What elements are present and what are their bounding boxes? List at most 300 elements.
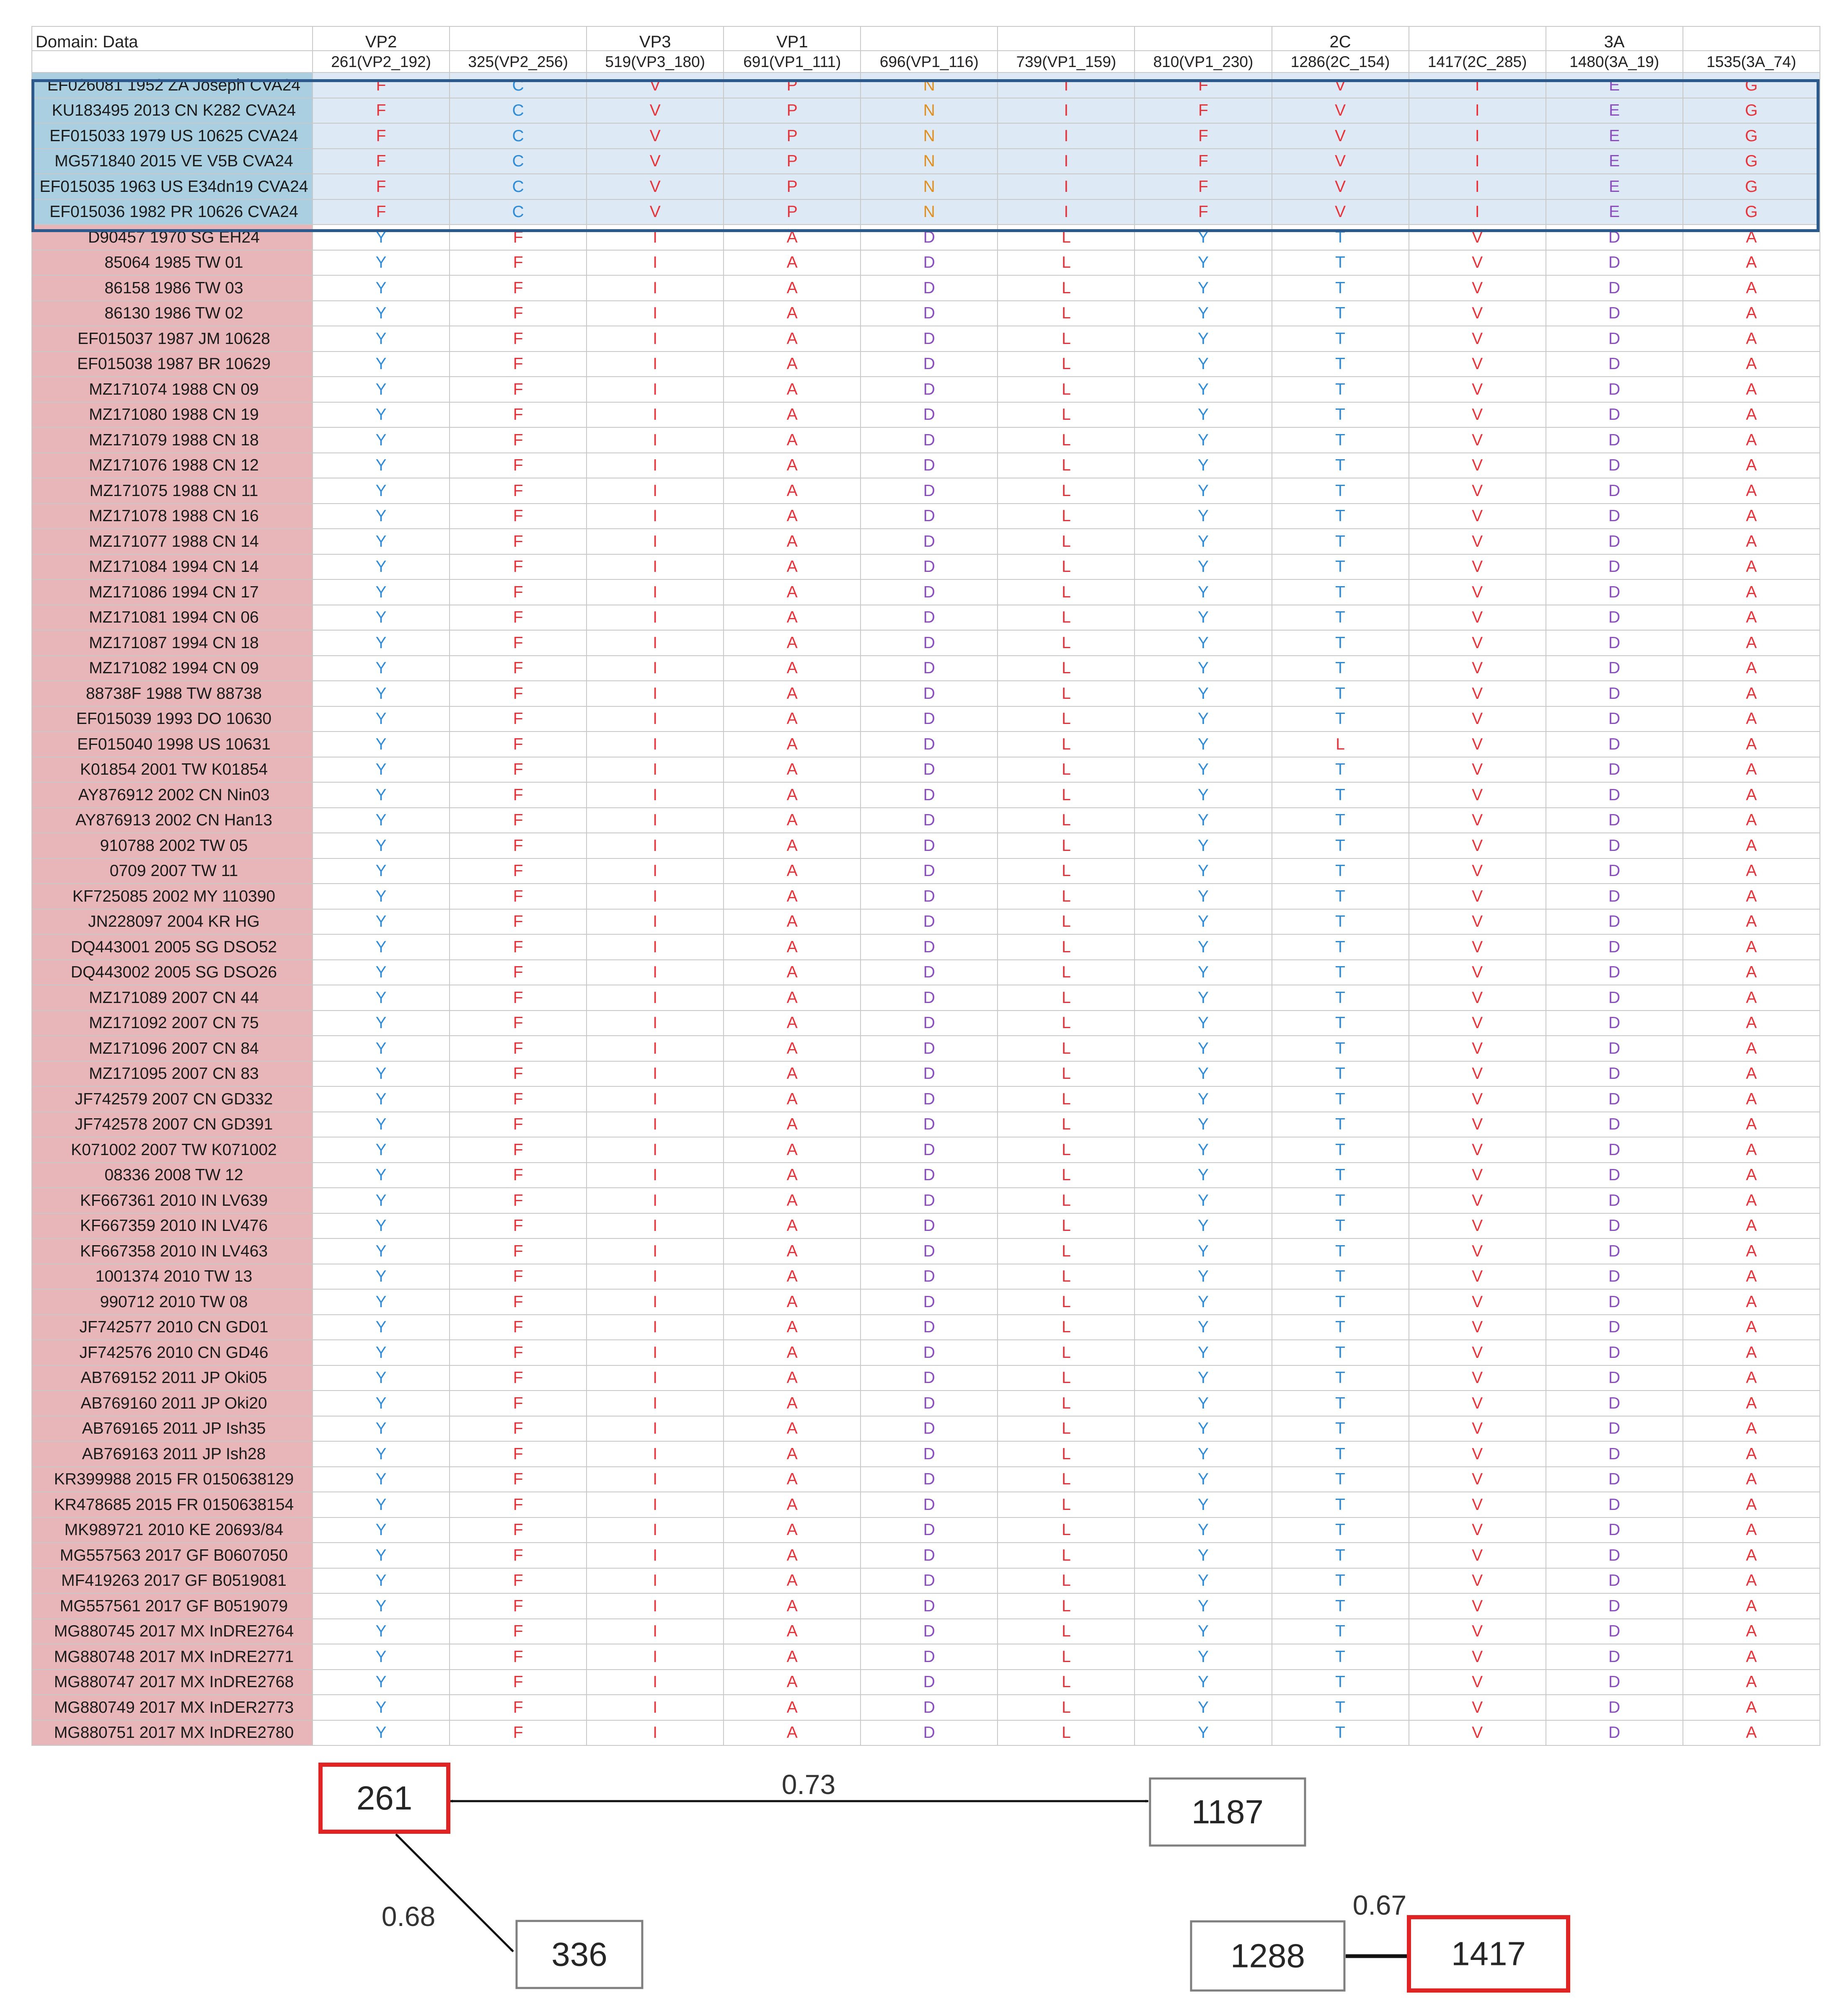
residue-cell: I <box>587 833 724 858</box>
residue-cell: I <box>587 529 724 554</box>
residue-cell: L <box>998 1289 1135 1315</box>
residue-cell: D <box>861 656 998 681</box>
residue-cell: Y <box>313 1036 450 1061</box>
sequence-name: AB769163 2011 JP Ish28 <box>32 1441 313 1467</box>
residue-cell: L <box>998 934 1135 960</box>
residue-cell: Y <box>1135 757 1272 783</box>
edge-weight-label: 0.67 <box>1352 1890 1407 1921</box>
residue-cell: D <box>861 985 998 1011</box>
residue-cell: L <box>998 504 1135 529</box>
residue-cell: L <box>998 1137 1135 1163</box>
sequence-name: MG880747 2017 MX InDRE2768 <box>32 1670 313 1695</box>
residue-cell: N <box>861 123 998 149</box>
residue-cell: Y <box>313 1289 450 1315</box>
residue-cell: Y <box>313 1467 450 1492</box>
residue-cell: L <box>998 858 1135 884</box>
residue-cell: A <box>724 1517 861 1543</box>
residue-cell: Y <box>1135 1593 1272 1619</box>
residue-cell: Y <box>1135 884 1272 909</box>
residue-cell: T <box>1272 1416 1409 1442</box>
residue-cell: D <box>861 833 998 858</box>
residue-cell: D <box>1546 985 1683 1011</box>
residue-cell: L <box>998 782 1135 808</box>
residue-cell: D <box>1546 453 1683 478</box>
residue-cell: V <box>1409 1365 1546 1391</box>
residue-cell: Y <box>1135 1086 1272 1112</box>
residue-cell: A <box>1683 1163 1820 1188</box>
residue-cell: D <box>861 934 998 960</box>
residue-cell: D <box>1546 1238 1683 1264</box>
residue-cell: I <box>587 1340 724 1365</box>
residue-cell: A <box>724 529 861 554</box>
residue-cell: I <box>587 1289 724 1315</box>
sequence-name: EF026081 1952 ZA Joseph CVA24 <box>32 72 313 98</box>
residue-cell: A <box>1683 858 1820 884</box>
residue-cell: Y <box>313 1543 450 1568</box>
residue-cell: F <box>450 630 587 656</box>
residue-cell: Y <box>313 301 450 326</box>
position-header: 325(VP2_256) <box>450 51 587 72</box>
residue-cell: P <box>724 199 861 225</box>
residue-cell: Y <box>313 1644 450 1670</box>
residue-cell: Y <box>1135 1670 1272 1695</box>
residue-cell: Y <box>1135 1568 1272 1594</box>
residue-cell: T <box>1272 782 1409 808</box>
residue-cell: D <box>861 579 998 605</box>
residue-cell: Y <box>313 504 450 529</box>
residue-cell: C <box>450 149 587 174</box>
residue-cell: Y <box>313 884 450 909</box>
residue-cell: I <box>587 1568 724 1594</box>
residue-cell: D <box>861 1568 998 1594</box>
residue-cell: A <box>1683 757 1820 783</box>
position-header: 1286(2C_154) <box>1272 51 1409 72</box>
residue-cell: A <box>724 301 861 326</box>
residue-cell: T <box>1272 1086 1409 1112</box>
residue-cell: F <box>450 1238 587 1264</box>
residue-cell: L <box>998 250 1135 276</box>
residue-cell: D <box>861 1238 998 1264</box>
residue-cell: A <box>1683 1467 1820 1492</box>
sequence-name: MG571840 2015 VE V5B CVA24 <box>32 149 313 174</box>
residue-cell: D <box>861 1011 998 1036</box>
residue-cell: D <box>861 1670 998 1695</box>
residue-cell: V <box>1409 1340 1546 1365</box>
residue-cell: I <box>587 1619 724 1644</box>
residue-cell: Y <box>1135 833 1272 858</box>
residue-cell: V <box>1409 1593 1546 1619</box>
residue-cell: T <box>1272 909 1409 935</box>
residue-cell: P <box>724 149 861 174</box>
residue-cell: D <box>1546 833 1683 858</box>
residue-cell: D <box>1546 1441 1683 1467</box>
node-label: 261 <box>356 1779 413 1817</box>
residue-cell: T <box>1272 1213 1409 1239</box>
residue-cell: Y <box>1135 1238 1272 1264</box>
residue-cell: D <box>861 352 998 377</box>
residue-cell: I <box>587 554 724 580</box>
residue-cell: A <box>1683 1593 1820 1619</box>
residue-cell: L <box>998 1036 1135 1061</box>
residue-cell: V <box>1409 1289 1546 1315</box>
residue-cell: D <box>1546 1036 1683 1061</box>
residue-cell: F <box>450 1619 587 1644</box>
residue-cell: Y <box>1135 1340 1272 1365</box>
residue-cell: T <box>1272 1365 1409 1391</box>
residue-cell: V <box>1409 579 1546 605</box>
residue-cell: N <box>861 98 998 124</box>
residue-cell: I <box>587 732 724 757</box>
residue-cell: Y <box>1135 934 1272 960</box>
residue-cell: D <box>861 478 998 504</box>
residue-cell: G <box>1683 98 1820 124</box>
residue-cell: D <box>1546 1416 1683 1442</box>
residue-cell: Y <box>1135 1467 1272 1492</box>
residue-cell: D <box>861 275 998 301</box>
edge-arrow <box>396 1834 513 1952</box>
residue-cell: T <box>1272 301 1409 326</box>
residue-cell: A <box>724 1720 861 1746</box>
residue-cell: D <box>1546 1213 1683 1239</box>
residue-cell: F <box>313 123 450 149</box>
sequence-name: MZ171082 1994 CN 09 <box>32 656 313 681</box>
sequence-name: EF015033 1979 US 10625 CVA24 <box>32 123 313 149</box>
residue-cell: A <box>1683 782 1820 808</box>
residue-cell: D <box>861 909 998 935</box>
residue-cell: T <box>1272 1492 1409 1517</box>
residue-cell: A <box>724 985 861 1011</box>
network-node <box>1150 1779 1305 1846</box>
residue-cell: A <box>724 1112 861 1137</box>
residue-cell: I <box>998 149 1135 174</box>
residue-cell: D <box>1546 478 1683 504</box>
residue-cell: I <box>587 402 724 428</box>
residue-cell: F <box>450 427 587 453</box>
residue-cell: D <box>1546 301 1683 326</box>
residue-cell: F <box>313 98 450 124</box>
residue-cell: A <box>724 1543 861 1568</box>
residue-cell: N <box>861 174 998 199</box>
sequence-name: JF742578 2007 CN GD391 <box>32 1112 313 1137</box>
residue-cell: A <box>1683 554 1820 580</box>
residue-cell: I <box>1409 123 1546 149</box>
residue-cell: A <box>1683 250 1820 276</box>
residue-cell: Y <box>1135 605 1272 631</box>
residue-cell: D <box>1546 605 1683 631</box>
residue-cell: A <box>724 1213 861 1239</box>
residue-cell: Y <box>1135 579 1272 605</box>
residue-cell: D <box>861 605 998 631</box>
residue-cell: A <box>724 504 861 529</box>
residue-cell: Y <box>1135 326 1272 352</box>
residue-cell: L <box>998 453 1135 478</box>
residue-cell: D <box>1546 934 1683 960</box>
residue-cell: I <box>587 1137 724 1163</box>
residue-cell: D <box>1546 1061 1683 1087</box>
residue-cell: A <box>724 1289 861 1315</box>
residue-cell: L <box>998 1213 1135 1239</box>
residue-cell: A <box>1683 427 1820 453</box>
residue-cell: V <box>1272 149 1409 174</box>
residue-cell: Y <box>313 1340 450 1365</box>
residue-cell: L <box>998 833 1135 858</box>
residue-cell: A <box>724 1644 861 1670</box>
residue-cell: F <box>450 1467 587 1492</box>
residue-cell: C <box>450 123 587 149</box>
residue-cell: Y <box>1135 1720 1272 1746</box>
residue-cell: F <box>450 757 587 783</box>
sequence-name: MG557561 2017 GF B0519079 <box>32 1593 313 1619</box>
residue-cell: F <box>1135 123 1272 149</box>
residue-cell: D <box>861 681 998 706</box>
residue-cell: L <box>998 605 1135 631</box>
sequence-name: MG880749 2017 MX InDER2773 <box>32 1695 313 1720</box>
residue-cell: I <box>587 1391 724 1416</box>
residue-cell: A <box>724 884 861 909</box>
sequence-name: AB769152 2011 JP Oki05 <box>32 1365 313 1391</box>
residue-cell: L <box>998 1391 1135 1416</box>
sequence-name: KR478685 2015 FR 0150638154 <box>32 1492 313 1517</box>
residue-cell: F <box>450 529 587 554</box>
residue-cell: T <box>1272 453 1409 478</box>
residue-cell: I <box>587 1695 724 1720</box>
residue-cell: E <box>1546 123 1683 149</box>
residue-cell: I <box>998 72 1135 98</box>
residue-cell: Y <box>1135 301 1272 326</box>
residue-cell: F <box>450 225 587 250</box>
residue-cell: T <box>1272 1289 1409 1315</box>
domain-group-header: VP1 <box>724 26 861 51</box>
residue-cell: F <box>450 1061 587 1087</box>
residue-cell: V <box>1272 123 1409 149</box>
residue-cell: I <box>998 123 1135 149</box>
residue-cell: D <box>861 1720 998 1746</box>
residue-cell: D <box>861 960 998 985</box>
residue-cell: D <box>1546 554 1683 580</box>
residue-cell: D <box>1546 757 1683 783</box>
residue-cell: L <box>998 275 1135 301</box>
residue-cell: V <box>1409 732 1546 757</box>
domain-group-header: 2C <box>1272 26 1409 51</box>
residue-cell: G <box>1683 199 1820 225</box>
residue-cell: A <box>1683 681 1820 706</box>
residue-cell: A <box>724 1695 861 1720</box>
residue-cell: F <box>450 377 587 402</box>
residue-cell: I <box>587 1315 724 1340</box>
residue-cell: V <box>1409 529 1546 554</box>
residue-cell: I <box>587 1543 724 1568</box>
sequence-name: JF742577 2010 CN GD01 <box>32 1315 313 1340</box>
sequence-name: 1001374 2010 TW 13 <box>32 1264 313 1290</box>
residue-cell: D <box>1546 681 1683 706</box>
residue-cell: T <box>1272 1517 1409 1543</box>
residue-cell: V <box>1409 605 1546 631</box>
residue-cell: V <box>587 149 724 174</box>
residue-cell: A <box>724 1391 861 1416</box>
residue-cell: D <box>861 554 998 580</box>
sequence-name: MZ171095 2007 CN 83 <box>32 1061 313 1087</box>
residue-cell: V <box>1409 1543 1546 1568</box>
residue-cell: L <box>998 402 1135 428</box>
residue-cell: Y <box>313 605 450 631</box>
residue-cell: A <box>1683 1036 1820 1061</box>
residue-cell: I <box>587 1011 724 1036</box>
residue-cell: Y <box>313 377 450 402</box>
residue-cell: Y <box>1135 1112 1272 1137</box>
residue-cell: D <box>1546 427 1683 453</box>
residue-cell: L <box>998 681 1135 706</box>
residue-cell: I <box>587 1213 724 1239</box>
residue-cell: V <box>1409 1492 1546 1517</box>
residue-cell: V <box>1409 1619 1546 1644</box>
residue-cell: V <box>1409 1264 1546 1290</box>
residue-cell: F <box>450 1593 587 1619</box>
residue-cell: A <box>724 1011 861 1036</box>
residue-cell: Y <box>1135 1163 1272 1188</box>
residue-cell: D <box>1546 808 1683 833</box>
residue-cell: Y <box>313 402 450 428</box>
residue-cell: D <box>861 377 998 402</box>
residue-cell: Y <box>313 1188 450 1213</box>
residue-cell: A <box>724 833 861 858</box>
residue-cell: D <box>861 1619 998 1644</box>
residue-cell: L <box>998 1670 1135 1695</box>
sequence-name: MG557563 2017 GF B0607050 <box>32 1543 313 1568</box>
residue-cell: I <box>587 656 724 681</box>
residue-cell: A <box>1683 1213 1820 1239</box>
residue-cell: A <box>1683 1086 1820 1112</box>
residue-cell: I <box>587 909 724 935</box>
residue-cell: T <box>1272 1568 1409 1594</box>
residue-cell: I <box>587 326 724 352</box>
residue-cell: T <box>1272 1391 1409 1416</box>
residue-cell: L <box>998 1163 1135 1188</box>
residue-cell: T <box>1272 1264 1409 1290</box>
residue-cell: F <box>450 1441 587 1467</box>
residue-cell: Y <box>313 1619 450 1644</box>
residue-cell: Y <box>313 909 450 935</box>
sequence-name: 86158 1986 TW 03 <box>32 275 313 301</box>
residue-cell: L <box>998 1568 1135 1594</box>
residue-cell: E <box>1546 174 1683 199</box>
residue-cell: A <box>724 579 861 605</box>
residue-cell: I <box>587 1517 724 1543</box>
residue-cell: A <box>724 605 861 631</box>
residue-cell: I <box>587 504 724 529</box>
residue-cell: F <box>450 352 587 377</box>
residue-cell: G <box>1683 123 1820 149</box>
network-node <box>517 1921 642 1988</box>
residue-cell: F <box>450 1213 587 1239</box>
residue-cell: F <box>450 1188 587 1213</box>
residue-cell: T <box>1272 1036 1409 1061</box>
node-label: 1288 <box>1230 1937 1305 1975</box>
residue-cell: D <box>861 225 998 250</box>
residue-cell: T <box>1272 427 1409 453</box>
sequence-name: MG880745 2017 MX InDRE2764 <box>32 1619 313 1644</box>
residue-cell: I <box>587 1644 724 1670</box>
residue-cell: F <box>450 732 587 757</box>
residue-cell: A <box>724 1188 861 1213</box>
residue-cell: Y <box>313 579 450 605</box>
residue-cell: Y <box>313 453 450 478</box>
sequence-name: 08336 2008 TW 12 <box>32 1163 313 1188</box>
residue-cell: T <box>1272 1061 1409 1087</box>
residue-cell: D <box>861 1315 998 1340</box>
residue-cell: V <box>1409 1517 1546 1543</box>
sequence-name: MZ171084 1994 CN 14 <box>32 554 313 580</box>
residue-cell: D <box>861 1188 998 1213</box>
residue-cell: D <box>1546 1391 1683 1416</box>
residue-cell: T <box>1272 1188 1409 1213</box>
residue-cell: T <box>1272 1137 1409 1163</box>
residue-cell: I <box>587 605 724 631</box>
residue-cell: V <box>1272 199 1409 225</box>
residue-cell: I <box>998 174 1135 199</box>
residue-cell: D <box>1546 732 1683 757</box>
residue-cell: Y <box>313 1163 450 1188</box>
sequence-name: 990712 2010 TW 08 <box>32 1289 313 1315</box>
residue-cell: V <box>1409 352 1546 377</box>
residue-cell: D <box>861 504 998 529</box>
residue-cell: T <box>1272 605 1409 631</box>
residue-cell: Y <box>1135 504 1272 529</box>
residue-cell: D <box>861 706 998 732</box>
sequence-name: MZ171074 1988 CN 09 <box>32 377 313 402</box>
residue-cell: A <box>724 1137 861 1163</box>
residue-cell: I <box>587 934 724 960</box>
residue-cell: G <box>1683 72 1820 98</box>
residue-cell: F <box>450 1416 587 1442</box>
residue-cell: I <box>587 1061 724 1087</box>
residue-cell: T <box>1272 960 1409 985</box>
residue-cell: D <box>861 529 998 554</box>
residue-cell: N <box>861 72 998 98</box>
sequence-name: 910788 2002 TW 05 <box>32 833 313 858</box>
residue-cell: T <box>1272 504 1409 529</box>
residue-cell: V <box>1409 656 1546 681</box>
residue-cell: A <box>724 1238 861 1264</box>
residue-cell: L <box>998 630 1135 656</box>
residue-cell: V <box>1409 377 1546 402</box>
residue-cell: D <box>861 250 998 276</box>
residue-cell: D <box>861 427 998 453</box>
residue-cell: A <box>1683 732 1820 757</box>
residue-cell: A <box>1683 1517 1820 1543</box>
residue-cell: Y <box>313 960 450 985</box>
residue-cell: L <box>998 1416 1135 1442</box>
residue-cell: Y <box>313 681 450 706</box>
residue-cell: I <box>587 1238 724 1264</box>
residue-cell: V <box>1409 427 1546 453</box>
residue-cell: V <box>1409 554 1546 580</box>
residue-cell: E <box>1546 199 1683 225</box>
residue-cell: D <box>1546 630 1683 656</box>
residue-cell: D <box>1546 1112 1683 1137</box>
residue-cell: A <box>724 225 861 250</box>
residue-cell: A <box>724 453 861 478</box>
residue-cell: F <box>450 706 587 732</box>
position-header: 691(VP1_111) <box>724 51 861 72</box>
residue-cell: Y <box>313 858 450 884</box>
residue-cell: F <box>450 1137 587 1163</box>
residue-cell: F <box>450 301 587 326</box>
residue-cell: Y <box>1135 377 1272 402</box>
sequence-name: D90457 1970 SG EH24 <box>32 225 313 250</box>
residue-cell: L <box>998 529 1135 554</box>
node-label: 1417 <box>1451 1935 1526 1972</box>
residue-cell: A <box>1683 453 1820 478</box>
